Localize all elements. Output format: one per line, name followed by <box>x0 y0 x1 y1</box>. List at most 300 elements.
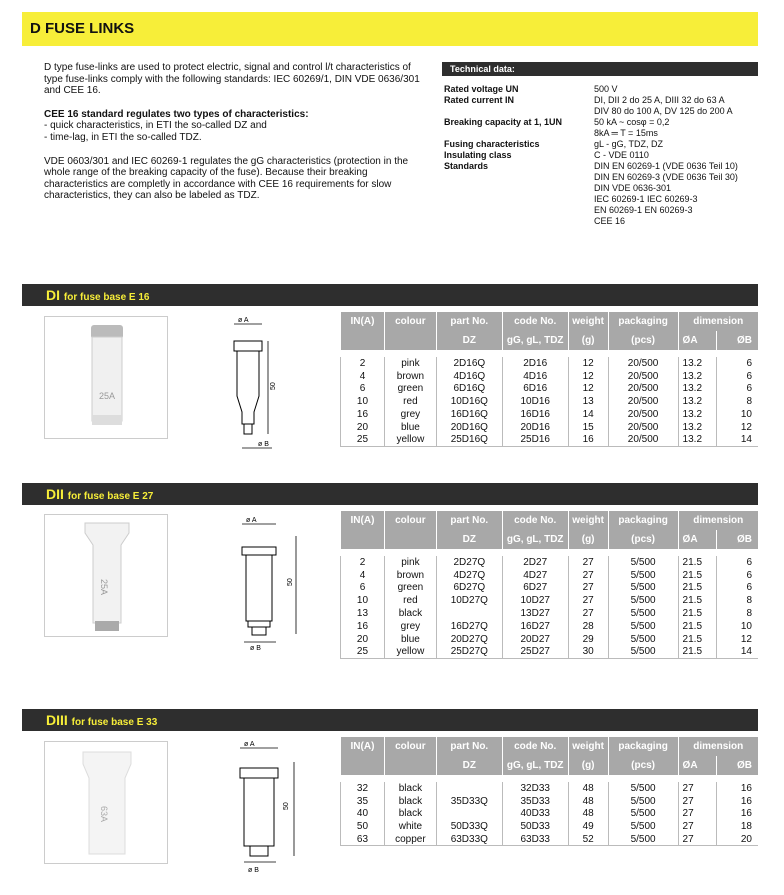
table-row <box>341 556 759 569</box>
table-cell: 12 <box>716 633 758 646</box>
table-row <box>341 434 759 447</box>
table-cell: 27 <box>678 808 716 821</box>
table-cell: 2 <box>341 556 385 569</box>
table-cell: 8 <box>716 607 758 620</box>
section-di-base: for fuse base E 16 <box>63 292 150 303</box>
table-cell: 4 <box>341 370 385 383</box>
table-cell: 20/500 <box>608 434 678 447</box>
tech-row <box>442 205 758 216</box>
table-cell: 5/500 <box>608 607 678 620</box>
col-dim-b: ØB <box>716 530 758 549</box>
intro-paragraph-3: VDE 0603/301 and IEC 60269-1 regulates the gG characteristics (protection in the whole range of the breaking capacity of the fuse). Because their breaking characteristics are completly in accordance with CEE 16 requirements for slow characteristics, they can also be labeled as TDZ. <box>44 155 409 202</box>
table-cell: 5/500 <box>608 808 678 821</box>
table-cell: 20D27 <box>502 633 568 646</box>
col-packaging: packaging <box>608 511 678 530</box>
table-cell: 21.5 <box>678 646 716 659</box>
table-cell: 21.5 <box>678 569 716 582</box>
col-colour: colour <box>384 312 436 331</box>
table-cell: 25D16Q <box>436 434 502 447</box>
di-fuse-photo <box>44 316 168 439</box>
diii-dim-b-label: ø B <box>248 867 259 874</box>
col-dim-b: ØB <box>716 756 758 775</box>
table-cell: 21.5 <box>678 607 716 620</box>
table-cell: 10 <box>341 594 385 607</box>
table-cell: 50D33Q <box>436 820 502 833</box>
table-cell: 27 <box>568 582 608 595</box>
table-cell: 20/500 <box>608 421 678 434</box>
col-part-sub: DZ <box>436 331 502 350</box>
table-cell: black <box>384 607 436 620</box>
table-row <box>341 820 759 833</box>
dii-fuse-photo <box>44 514 168 637</box>
table-cell <box>436 808 502 821</box>
table-cell: 48 <box>568 782 608 795</box>
table-cell: 63 <box>341 833 385 846</box>
table-cell: 13.2 <box>678 408 716 421</box>
tech-value: DIV 80 do 100 A, DV 125 do 200 A <box>594 106 733 116</box>
table-cell: 6D27 <box>502 582 568 595</box>
section-dii-base: for fuse base E 27 <box>67 491 154 502</box>
section-dii-name: DII <box>46 486 64 502</box>
table-cell: 4 <box>341 569 385 582</box>
table-cell: 49 <box>568 820 608 833</box>
tech-label: Rated current IN <box>444 95 515 105</box>
di-fuse-image <box>45 317 169 440</box>
table-row <box>341 370 759 383</box>
tech-label: Standards <box>444 161 489 171</box>
tech-label <box>442 106 594 117</box>
table-cell: 6 <box>341 582 385 595</box>
table-cell: 20 <box>341 421 385 434</box>
table-cell: 10D16 <box>502 395 568 408</box>
table-cell: 27 <box>678 833 716 846</box>
dii-fuse-label: 25A <box>99 579 109 596</box>
table-cell: 14 <box>716 434 758 447</box>
table-row <box>341 795 759 808</box>
table-cell: 25 <box>341 434 385 447</box>
table-cell: yellow <box>384 646 436 659</box>
table-row <box>341 646 759 659</box>
col-colour: colour <box>384 511 436 530</box>
table-cell: 15 <box>568 421 608 434</box>
table-cell: 13.2 <box>678 434 716 447</box>
title-bar <box>22 12 758 46</box>
dii-dimension-drawing <box>230 514 310 660</box>
table-subheader-row <box>341 331 759 350</box>
table-cell: 16D16 <box>502 408 568 421</box>
table-cell: 10D27 <box>502 594 568 607</box>
diii-dim-a-label: ø A <box>244 741 255 748</box>
tech-label: Breaking capacity at 1, 1UN <box>444 117 563 127</box>
tech-row <box>442 128 758 139</box>
table-cell: 6 <box>716 357 758 370</box>
table-cell: 13D27 <box>502 607 568 620</box>
table-cell: 28 <box>568 620 608 633</box>
table-cell: 25D27Q <box>436 646 502 659</box>
col-dim-a: ØA <box>678 756 716 775</box>
section-diii-name: DIII <box>46 712 68 728</box>
tech-value: 8kA ═ T = 15ms <box>594 128 658 138</box>
di-dim-a-label: ø A <box>238 317 249 324</box>
table-cell: grey <box>384 620 436 633</box>
table-cell: 12 <box>568 357 608 370</box>
table-cell: 21.5 <box>678 582 716 595</box>
table-row <box>341 357 759 370</box>
table-cell: 27 <box>568 556 608 569</box>
table-cell: 4D16Q <box>436 370 502 383</box>
table-cell: 27 <box>568 594 608 607</box>
col-code-sub: gG, gL, TDZ <box>502 331 568 350</box>
col-packaging-sub: (pcs) <box>608 331 678 350</box>
diii-fuse-photo <box>44 741 168 864</box>
table-cell: 20/500 <box>608 357 678 370</box>
table-cell: 8 <box>716 594 758 607</box>
table-cell: 21.5 <box>678 594 716 607</box>
table-cell: 18 <box>716 820 758 833</box>
tech-label: Insulating class <box>444 150 512 160</box>
diii-dim-h-label: 50 <box>283 802 290 810</box>
table-row <box>341 620 759 633</box>
col-code: code No. <box>502 737 568 756</box>
table-cell: 27 <box>678 782 716 795</box>
table-row <box>341 633 759 646</box>
table-cell: 16 <box>341 620 385 633</box>
table-cell: 5/500 <box>608 594 678 607</box>
table-cell: 63D33Q <box>436 833 502 846</box>
table-cell: 13.2 <box>678 395 716 408</box>
table-cell: 32D33 <box>502 782 568 795</box>
dii-table <box>340 511 758 659</box>
table-cell: 20D16Q <box>436 421 502 434</box>
table-cell: 6D16Q <box>436 383 502 396</box>
table-header-row <box>341 737 759 756</box>
intro-list-item-1: - quick characteristics, in ETI the so-called DZ and <box>44 120 267 132</box>
table-cell: 10D16Q <box>436 395 502 408</box>
intro-paragraph-1: D type fuse-links are used to protect electric, signal and control l/t characteristics of type fuse-links comply with the following standards: IEC 60269/1, DIN VDE 0636/301 and CEE 16. <box>44 62 420 97</box>
table-cell: 10 <box>341 395 385 408</box>
table-cell <box>436 607 502 620</box>
col-weight: weight <box>568 511 608 530</box>
table-cell: 25 <box>341 646 385 659</box>
table-cell: 6 <box>716 582 758 595</box>
table-cell: 5/500 <box>608 556 678 569</box>
table-cell: green <box>384 582 436 595</box>
table-cell: 5/500 <box>608 582 678 595</box>
table-cell: 6 <box>716 383 758 396</box>
table-cell: 21.5 <box>678 556 716 569</box>
table-cell: blue <box>384 421 436 434</box>
col-in: IN(A) <box>341 737 385 756</box>
intro-paragraph-2-heading: CEE 16 standard regulates two types of characteristics: <box>44 108 309 120</box>
table-cell: 16 <box>716 808 758 821</box>
tech-label: Fusing characteristics <box>444 139 540 149</box>
table-cell: 2D16 <box>502 357 568 370</box>
table-cell: 12 <box>568 383 608 396</box>
col-part-sub: DZ <box>436 756 502 775</box>
section-di-name: DI <box>46 287 60 303</box>
dii-fuse-image <box>45 515 169 638</box>
table-row <box>341 808 759 821</box>
table-row <box>341 569 759 582</box>
table-cell: 13.2 <box>678 357 716 370</box>
diii-fuse-image <box>45 742 169 865</box>
table-cell: 2D16Q <box>436 357 502 370</box>
di-table <box>340 312 758 447</box>
table-row <box>341 408 759 421</box>
diii-table <box>340 737 758 846</box>
table-cell: 6D27Q <box>436 582 502 595</box>
technical-data <box>442 62 758 227</box>
table-cell: 20/500 <box>608 408 678 421</box>
table-cell: 10D27Q <box>436 594 502 607</box>
table-cell: 27 <box>568 569 608 582</box>
table-row <box>341 782 759 795</box>
table-cell: 5/500 <box>608 795 678 808</box>
tech-row <box>442 183 758 194</box>
di-dim-h-label: 50 <box>270 382 277 390</box>
table-cell: 27 <box>678 795 716 808</box>
table-cell: 16D27 <box>502 620 568 633</box>
col-code: code No. <box>502 312 568 331</box>
table-cell: 12 <box>568 370 608 383</box>
col-packaging: packaging <box>608 737 678 756</box>
table-cell: 20 <box>716 833 758 846</box>
page-title: D FUSE LINKS <box>30 20 135 37</box>
table-row <box>341 594 759 607</box>
table-cell: 14 <box>568 408 608 421</box>
table-cell: 10 <box>716 408 758 421</box>
table-cell: 21.5 <box>678 633 716 646</box>
table-cell: 6 <box>341 383 385 396</box>
tech-row <box>442 216 758 227</box>
col-part: part No. <box>436 737 502 756</box>
tech-row <box>442 150 758 161</box>
col-dimension: dimension <box>678 737 758 756</box>
table-cell: 5/500 <box>608 833 678 846</box>
table-cell: 16 <box>568 434 608 447</box>
table-cell: 6D16 <box>502 383 568 396</box>
table-cell: 21.5 <box>678 620 716 633</box>
table-cell: 13.2 <box>678 383 716 396</box>
col-dimension: dimension <box>678 511 758 530</box>
tech-value: CEE 16 <box>594 216 626 226</box>
col-dim-b: ØB <box>716 331 758 350</box>
diii-dimension-drawing <box>230 738 310 878</box>
table-cell: pink <box>384 556 436 569</box>
table-cell: 2D27 <box>502 556 568 569</box>
table-cell: brown <box>384 569 436 582</box>
table-cell: 16 <box>341 408 385 421</box>
table-cell: 27 <box>568 607 608 620</box>
table-cell: 5/500 <box>608 633 678 646</box>
table-row <box>341 607 759 620</box>
table-cell: 5/500 <box>608 820 678 833</box>
table-cell: 50 <box>341 820 385 833</box>
table-header-row <box>341 511 759 530</box>
table-cell: 10 <box>716 620 758 633</box>
table-cell: 20/500 <box>608 395 678 408</box>
table-cell: 20 <box>341 633 385 646</box>
tech-label <box>442 194 594 205</box>
table-cell: black <box>384 782 436 795</box>
col-dim-a: ØA <box>678 530 716 549</box>
dii-dim-a-label: ø A <box>246 517 257 524</box>
table-cell: 13.2 <box>678 421 716 434</box>
table-cell: copper <box>384 833 436 846</box>
col-weight-sub: (g) <box>568 530 608 549</box>
table-row <box>341 383 759 396</box>
col-code: code No. <box>502 511 568 530</box>
table-row <box>341 395 759 408</box>
table-cell: 16 <box>716 782 758 795</box>
table-cell: red <box>384 395 436 408</box>
table-cell: 25D16 <box>502 434 568 447</box>
col-packaging-sub: (pcs) <box>608 756 678 775</box>
tech-row <box>442 106 758 117</box>
col-dimension: dimension <box>678 312 758 331</box>
table-cell: 5/500 <box>608 782 678 795</box>
tech-value: 50 kA ~ cosφ = 0,2 <box>594 117 670 127</box>
table-cell: 35D33Q <box>436 795 502 808</box>
tech-row <box>442 117 758 128</box>
table-cell: 40 <box>341 808 385 821</box>
table-cell: 4D16 <box>502 370 568 383</box>
table-cell: white <box>384 820 436 833</box>
table-cell: 4D27Q <box>436 569 502 582</box>
table-subheader-row <box>341 530 759 549</box>
col-weight: weight <box>568 737 608 756</box>
table-cell: 14 <box>716 646 758 659</box>
table-cell: 35 <box>341 795 385 808</box>
table-header-row <box>341 312 759 331</box>
tech-label <box>442 128 594 139</box>
table-cell: 5/500 <box>608 646 678 659</box>
dii-dim-b-label: ø B <box>250 645 261 652</box>
section-diii-bar <box>22 709 758 731</box>
tech-label <box>442 205 594 216</box>
tech-value: DIN EN 60269-1 (VDE 0636 Teil 10) <box>594 161 738 171</box>
table-cell: black <box>384 808 436 821</box>
table-cell: 25D27 <box>502 646 568 659</box>
table-cell: 50D33 <box>502 820 568 833</box>
table-cell: 5/500 <box>608 569 678 582</box>
col-weight-sub: (g) <box>568 331 608 350</box>
tech-row <box>442 161 758 172</box>
table-cell: 13 <box>341 607 385 620</box>
table-row <box>341 833 759 846</box>
table-cell: 29 <box>568 633 608 646</box>
table-cell: 20/500 <box>608 370 678 383</box>
table-row <box>341 582 759 595</box>
di-fuse-label: 25A <box>99 391 116 401</box>
table-cell: 8 <box>716 395 758 408</box>
intro-text <box>44 62 424 214</box>
table-cell: yellow <box>384 434 436 447</box>
col-code-sub: gG, gL, TDZ <box>502 530 568 549</box>
col-dim-a: ØA <box>678 331 716 350</box>
table-cell: pink <box>384 357 436 370</box>
table-cell: 30 <box>568 646 608 659</box>
tech-row <box>442 84 758 95</box>
table-cell: red <box>384 594 436 607</box>
col-part: part No. <box>436 312 502 331</box>
table-cell: 52 <box>568 833 608 846</box>
table-cell: black <box>384 795 436 808</box>
col-part-sub: DZ <box>436 530 502 549</box>
table-row <box>341 421 759 434</box>
intro-list-item-2: - time-lag, in ETI the so-called TDZ. <box>44 131 202 143</box>
di-dim-b-label: ø B <box>258 441 269 448</box>
technical-data-header: Technical data: <box>442 62 758 76</box>
table-cell: 2D27Q <box>436 556 502 569</box>
table-cell: 12 <box>716 421 758 434</box>
table-cell: 4D27 <box>502 569 568 582</box>
col-part: part No. <box>436 511 502 530</box>
tech-label <box>442 183 594 194</box>
intro-paragraph-2 <box>44 109 424 144</box>
col-in: IN(A) <box>341 511 385 530</box>
table-cell: 13.2 <box>678 370 716 383</box>
tech-value: gL - gG, TDZ, DZ <box>594 139 664 149</box>
table-cell: 6 <box>716 569 758 582</box>
tech-label: Rated voltage UN <box>444 84 519 94</box>
table-cell: grey <box>384 408 436 421</box>
table-cell: 63D33 <box>502 833 568 846</box>
col-packaging-sub: (pcs) <box>608 530 678 549</box>
diii-fuse-label: 63A <box>99 806 109 823</box>
table-cell: brown <box>384 370 436 383</box>
table-cell: 32 <box>341 782 385 795</box>
table-cell: 5/500 <box>608 620 678 633</box>
tech-value: IEC 60269-1 IEC 60269-3 <box>594 194 698 204</box>
col-in: IN(A) <box>341 312 385 331</box>
table-cell: green <box>384 383 436 396</box>
tech-label <box>442 172 594 183</box>
table-cell: 35D33 <box>502 795 568 808</box>
tech-row <box>442 95 758 106</box>
table-cell: 20/500 <box>608 383 678 396</box>
col-code-sub: gG, gL, TDZ <box>502 756 568 775</box>
tech-value: DIN EN 60269-3 (VDE 0636 Teil 30) <box>594 172 738 182</box>
table-cell: 27 <box>678 820 716 833</box>
table-cell: 16D27Q <box>436 620 502 633</box>
tech-label <box>442 216 594 227</box>
dii-dim-h-label: 50 <box>287 578 294 586</box>
tech-row <box>442 139 758 150</box>
table-subheader-row <box>341 756 759 775</box>
table-cell <box>436 782 502 795</box>
tech-value: 500 V <box>594 84 618 94</box>
table-cell: 40D33 <box>502 808 568 821</box>
section-di-bar <box>22 284 758 306</box>
table-cell: 20D27Q <box>436 633 502 646</box>
tech-value: DIN VDE 0636-301 <box>594 183 672 193</box>
tech-row <box>442 194 758 205</box>
tech-row <box>442 172 758 183</box>
tech-value: C - VDE 0110 <box>594 150 649 160</box>
table-cell: 20D16 <box>502 421 568 434</box>
section-diii-base: for fuse base E 33 <box>71 717 158 728</box>
table-cell: 6 <box>716 370 758 383</box>
tech-value: DI, DII 2 do 25 A, DIII 32 do 63 A <box>594 95 725 105</box>
di-dimension-drawing <box>220 314 290 456</box>
table-cell: 16 <box>716 795 758 808</box>
table-cell: 16D16Q <box>436 408 502 421</box>
tech-value: EN 60269-1 EN 60269-3 <box>594 205 693 215</box>
col-weight: weight <box>568 312 608 331</box>
table-cell: 6 <box>716 556 758 569</box>
table-cell: 48 <box>568 808 608 821</box>
